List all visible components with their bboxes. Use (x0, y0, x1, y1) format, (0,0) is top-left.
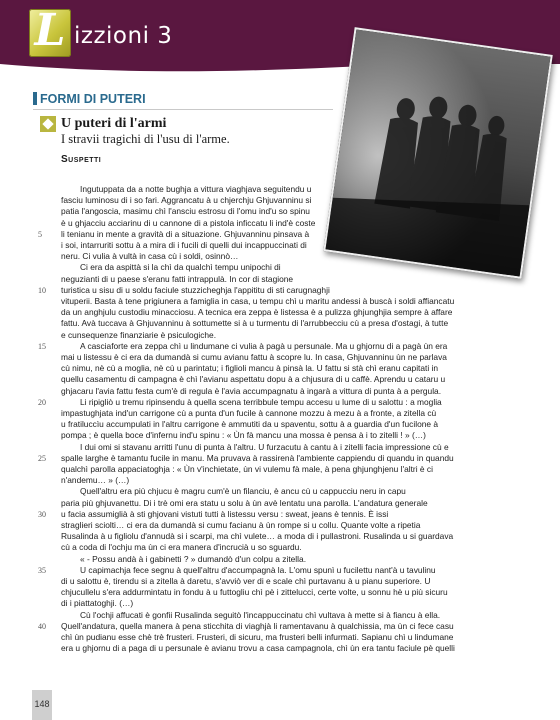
subsection-title: U puteri di l'armi (61, 116, 167, 131)
text-heading: Suspetti (61, 154, 102, 165)
line-number: 10 (38, 285, 46, 295)
body-line: A casciaforte era zeppa chì u lindumane ci vulia à pagà u persunale. Ma u ghjornu di a pagà ùn era (80, 340, 448, 351)
body-line: di u salottu è, tirendu si a zitella à daretu, s'avviò ver di e scale chì purtavanu à u pianu superiore. U (61, 576, 431, 586)
body-line: è u ghjacciu acciarinu di u cannone di a pistola inficcatu li ind'è coste (61, 217, 316, 228)
body-line: Quell'andatura, quella manera à pena sticchita di viaghjà li ramentavanu à qualchissia, ma ùn ci fece casu (61, 620, 454, 631)
diamond-icon (40, 116, 56, 132)
body-line: neru. Ci vulia à vultà in casa cù i soldi, osinnò… (61, 251, 239, 262)
body-line: n'andemu… » (…) (61, 475, 130, 486)
lesson-initial: L (34, 5, 66, 56)
body-line: qualchì parolla appaciatoghja : « Ùn v'inchietate, ùn vi vulemu fà male, à pena ghjunghjenu l'altri è ci (61, 464, 433, 474)
shadow-people-image (323, 27, 553, 279)
body-line: era u ghjornu di a paga di u persunale è avianu trovu a casa campagnola, chì ùn era tantu faciule pè quelli (61, 643, 455, 654)
body-line: Ci era da aspittà si la chì da qualchì tempu unipochi di (80, 262, 281, 273)
body-line: fattu. Avà tuccava à Ghjuvanninu à sottumette si à u turmentu di l'arrubbecciu cù a presa d'ostagi, à tutte (61, 318, 449, 329)
body-line: ghjacaru l'avia fattu festa cum'è di regula è l'avia accumpagnatu à ingarà a vittura di punta à a pergula. (61, 385, 442, 396)
body-line: Rusalinda à u figliolu d'annudà si i scarpi, ma chì vulete… a moda di i pullastroni. Rusalinda u si guardava (61, 531, 454, 542)
line-number: 5 (38, 229, 42, 239)
body-line: u fratiluccìu accumpulati in l'altru carrigone è ammutiti da u spaventu, sottu à a guardia d'un fucilone à (61, 419, 439, 430)
body-line: impastughjata ind'un carrigone cù a punta d'un fucile à cannone mozzu à mezu à a fronte, a zitella cù (61, 408, 437, 418)
lesson-title: izzioni 3 (74, 23, 173, 49)
body-line: U capimachja fece segnu à quell'altru d'accumpagnà la. L'omu spunì u fucilettu nant'à u tavulinu (80, 564, 436, 575)
line-number: 25 (38, 453, 46, 463)
body-line: Cù l'ochji affucati è gonfii Rusalinda seguitò l'incappuccinatu chì vultava à mette si à fiancu à ella. (80, 609, 441, 620)
line-number: 30 (38, 509, 46, 519)
body-line: e cunsequenze finanziarie è psiculogiche. (61, 329, 217, 340)
lesson-initial-badge (29, 5, 71, 57)
body-line: cù nimu, nè cù a moglia, nè cù u parintatu; i figlioli mancu à pinsà la. U fattu si stà chì eranu capitati in (61, 363, 439, 374)
body-line: chì ùn pudianu esse chè trè frusteri. Frusteri, di sicuru, ma frusteri belli infurmati. Sapianu chì u lindumane (61, 632, 454, 642)
body-line: spalle larghe è tamantu fucile in manu. Ma pruvava à rassirenà l'ambiente cappiendu di quandu in quandu (61, 452, 454, 463)
body-line: pompa ; è quella boce d'infernu ind'u spinu : « Ùn fà mancu una mossa è pensa à i to zitelli ! » (…) (61, 430, 426, 441)
subsection-lead: I stravii tragichi di l'usu di l'arme. (61, 132, 230, 146)
body-line: i soi, intarruriti sottu à a mira di i fucili di quelli dui incappuccinati di (61, 240, 307, 250)
body-line: vituperii. Basta à tene prigiunera a famiglia in casa, u tempu chì u maritu andessi à buscà i soldi affiancatu (61, 296, 455, 306)
body-line: paria più ghjuvanettu. Di i trè omi era statu u solu à ùn avè lentatu una parolla. L'andatura generale (61, 497, 428, 508)
body-line: « - Possu andà à i gabinetti ? » dumandò d'un colpu a zitella. (80, 553, 307, 564)
section-marker (33, 92, 37, 105)
body-line: Li ripigliò u tremu ripinsendu à quella scena terribbule tempu accesu u lume di u salottu : a moglia (80, 396, 442, 407)
section-divider (33, 109, 333, 110)
body-line: neguzianti di u paese s'eranu fatti intrappulà. In cor di stagione (61, 273, 294, 284)
body-line: quellu casamentu di campagna è chì l'avianu aspettatu dopu à a chjusura di u caffè. Aprendu u cataru u (61, 374, 446, 385)
body-line: mai u listessu è ci era da dumandà si cumu avianu fattu à scopre lu. In casa, Ghjuvanninu ùn ne parlava (61, 352, 447, 362)
line-number: 40 (38, 621, 46, 631)
body-line: Quell'altru era più chjucu è magru cum'è un filanciu, è ancu cù u cappucciu neru in capu (80, 486, 406, 497)
body-line: straglieri sciolti… ci era da dumandà si cumu facianu à ùn rompe si u collu. Quante volte a ripetia (61, 520, 421, 530)
body-line: cù a coda di l'ochju ma ùn ci era manera d'incrucià u so sguardu. (61, 542, 302, 553)
page-number: 148 (34, 699, 50, 709)
line-number: 35 (38, 565, 46, 575)
body-line: da un anghjulu custodiu minacciosu. A tecnica era zeppa è listessa è a pulizza ghjunghjia sempre à affare (61, 307, 453, 318)
body-line: Ingutuppata da a notte bughja a vittura viaghjava seguitendu u (80, 184, 312, 194)
body-line: I dui omi si stavanu arritti l'unu di punta à l'altru. U furzacutu à cantu à i zitelli facia impressione cù e (80, 441, 449, 452)
body-line: fasciu luminosu di i so fari. Aggrancatu à u chjerchju Ghjuvanninu si (61, 195, 312, 206)
line-number: 15 (38, 341, 46, 351)
body-line: chjucullelu s'era addurmintatu in fondu à u futtogliu chì pè i zittelucci, certe volte, u sonnu hè u più sicuru (61, 587, 448, 598)
body-line: li tenianu in mente a gravità di a situazione. Ghjuvanninu pinsava à (61, 228, 310, 239)
body-line: di i piattatoghji. (…) (61, 598, 134, 609)
section-title: FORMI DI PUTERI (40, 92, 146, 106)
line-number: 20 (38, 397, 46, 407)
body-line: turistica u sisu di u soldu faciule stuzzicheghja l'appititu di sti carugnaghji (61, 284, 330, 295)
body-line: u facia assumiglià à sti ghjovani vistuti tutti à listessu versu : sweat, jeans è tennis. È issi (61, 508, 389, 519)
body-line: patia l'angoscia, masimu chì l'ansciu estrosu di l'omu ind'u so spinu (61, 206, 310, 217)
